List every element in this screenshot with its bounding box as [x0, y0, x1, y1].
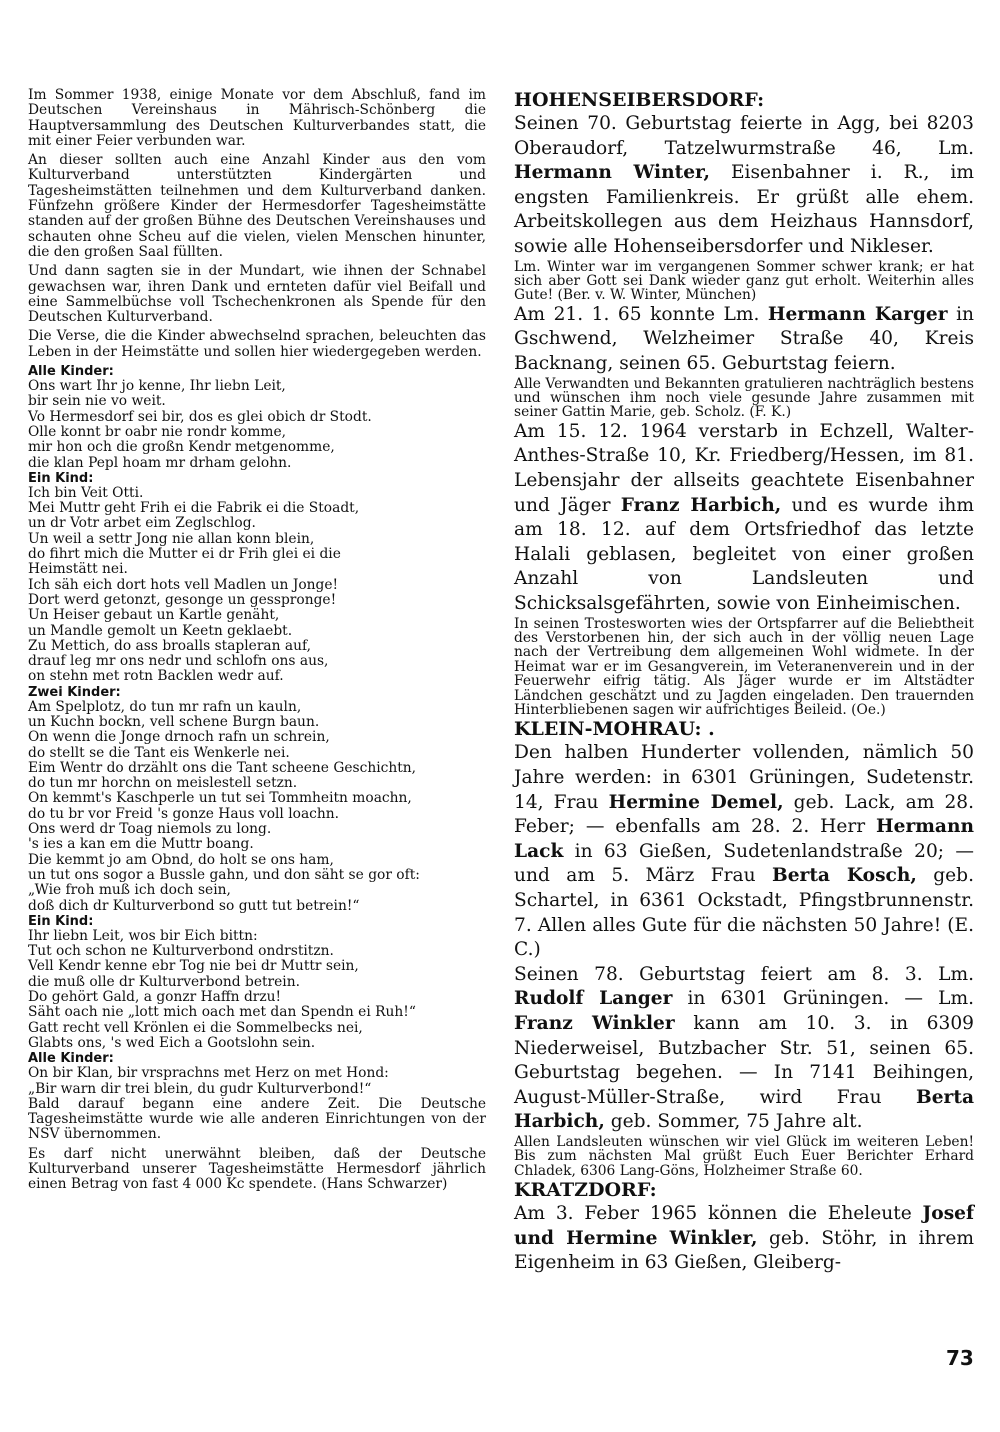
poem-line: Ich säh eich dort hots vell Madlen un Jonge! — [28, 576, 339, 593]
poem-line: „Wie froh muß ich doch sein, — [28, 882, 231, 899]
mundart-poem — [28, 364, 486, 1097]
poem-line: On wenn die Jonge drnoch rafn un schrein, — [28, 729, 330, 746]
poem-line: die muß olle dr Kulturverbond betrein. — [28, 973, 300, 990]
poem-speaker: Ein Kind: — [28, 913, 94, 929]
poem-line: 's ies a kan em die Muttr boang. — [28, 836, 254, 853]
poem-speaker: Zwei Kinder: — [28, 684, 121, 700]
intro-paragraph-1: Im Sommer 1938, einige Monate vor dem Abschluß, fand im Deutschen Vereinshaus in Mährisch-Schönberg die Hauptversammlung des Deutschen Kulturverbandes statt, die mit einer Feier verbunden war. — [28, 87, 486, 149]
person-name: Berta Harbich, — [514, 1086, 974, 1133]
poem-line: Ons wart Ihr jo kenne, Ihr liebn Leit, — [28, 378, 286, 395]
poem-line: Am Spelplotz, do tun mr rafn un kauln, — [28, 698, 302, 715]
poem-line: Die kemmt jo am Obnd, do holt se ons ham, — [28, 851, 334, 868]
poem-line: un Kuchn bockn, vell schene Burgn baun. — [28, 713, 320, 730]
poem-line: doß dich dr Kulturverbond so gutt tut betrein!“ — [28, 897, 360, 914]
poem-line: Un Heiser gebaut un Kartle genäht, — [28, 607, 280, 624]
poem-line: Zu Mettich, do ass broalls stapleran auf, — [28, 637, 312, 654]
poem-line: Ich bin Veit Otti. — [28, 484, 144, 501]
article-harbich-note: In seinen Trostesworten wies der Ortspfarrer auf die Beliebtheit des Verstorbenen hin, der sich auch in der völlig neuen Lage nach der Vertreibung dem allgemeinen Wohl widmete. In der Heimat war er im Gesangverein, im Veteranenverein und in der Feuerwehr eifrig tätig. Als Jäger wurde er im Altstädter Ländchen geschätzt und zu Jagden eingeladen. Den trauernden Hinterbliebenen sagen wir aufrichtiges Beileid. (Oe.) — [514, 615, 974, 718]
left-column — [28, 88, 486, 1197]
poem-line: Mei Muttr geht Frih ei die Fabrik ei die Stoadt, — [28, 500, 360, 517]
poem-line: drauf leg mr ons nedr und schlofn ons aus, — [28, 653, 329, 670]
poem-line: Ihr liebn Leit, wos bir Eich bittn: — [28, 927, 258, 944]
poem-line: Heimstätt nei. — [28, 561, 128, 578]
article-winter-birthday: Seinen 70. Geburtstag feierte in Agg, bei 8203 Oberaudorf, Tatzelwurmstraße 46, Lm. Hermann Winter, Eisenbahner i. R., im engsten Familienkreis. Er grüßt alle ehem. Arbeitskollegen aus dem Heizhaus Hannsdorf, sowie alle Hohenseibersdorfer und Nikleser. — [514, 113, 974, 257]
article-karger-note: Alle Verwandten und Bekannten gratulieren nachträglich bestens und wünschen ihm noch viele gesunde Jahre zusammen mit seiner Gattin Marie, geb. Scholz. (F. K.) — [514, 375, 974, 421]
poem-line: do tun mr horchn on meislestell setzn. — [28, 775, 298, 792]
intro-paragraph-4: Die Verse, die die Kinder abwechselnd sprachen, beleuchten das Leben in der Heimstätte und sollen hier wiedergegeben werden. — [28, 328, 486, 360]
poem-line: un tut ons sogor a Bussle gahn, und don säht se gor oft: — [28, 866, 420, 883]
poem-line: Glabts ons, 's wed Eich a Gootslohn sein. — [28, 1034, 316, 1051]
right-column — [514, 88, 974, 1276]
poem-line: on stehn met rotn Backlen wedr auf. — [28, 668, 284, 685]
section-heading-klein-mohrau: KLEIN-MOHRAU: . — [514, 718, 715, 741]
article-winter-note: Lm. Winter war im vergangenen Sommer schwer krank; er hat sich aber Gott sei Dank wieder ganz gut erholt. Weiterhin alles Gute! (Ber. v. W. Winter, München) — [514, 258, 974, 304]
outro-paragraph-1: Bald darauf begann eine andere Zeit. Die Deutsche Tagesheimstätte wurde wie alle anderen Einrichtungen von der NSV übernommen. — [28, 1095, 486, 1143]
poem-line: Säht oach nie „lott mich oach met dan Spendn ei Ruh!“ — [28, 1004, 416, 1021]
article-winkler-couple: Am 3. Feber 1965 können die Eheleute Josef und Hermine Winkler, geb. Stöhr, in ihrem Eigenheim in 63 Gießen, Gleiberg- — [514, 1203, 974, 1274]
person-name: Hermann Winter, — [514, 162, 710, 184]
poem-line: bir sein nie vo weit. — [28, 393, 166, 410]
poem-line: Un weil a settr Jong nie allan konn blein, — [28, 530, 315, 547]
poem-line: Tut och schon ne Kulturverbond ondrstitzn. — [28, 943, 334, 960]
section-heading-hohenseibersdorf: HOHENSEIBERSDORF: — [514, 89, 765, 111]
poem-line: Do gehört Gald, a gonzr Haffn drzu! — [28, 989, 282, 1006]
intro-paragraph-3: Und dann sagten sie in der Mundart, wie ihnen der Schnabel gewachsen war, ihren Dank und ernteten dafür viel Beifall und eine Sammelbüchse voll Tschechenkronen als Spende für den Deutschen Kulturverband. — [28, 263, 486, 326]
article-more-birthdays: Seinen 78. Geburtstag feiert am 8. 3. Lm. Rudolf Langer in 6301 Grüningen. — Lm. Franz Winkler kann am 10. 3. in 6309 Niederweisel, Butzbacher Str. 51, seinen 65. Geburtstag begehen. — In 7141 Beihingen, August-Müller-Straße, wird Frau Berta Harbich, geb. Sommer, 75 Jahre alt. — [514, 963, 974, 1133]
poem-line: un dr Votr arbet eim Zeglschlog. — [28, 515, 256, 532]
poem-line: Olle konnt br oabr nie rondr komme, — [28, 423, 287, 440]
poem-line: mir hon och die großn Kendr metgenomme, — [28, 439, 335, 456]
section-heading-kratzdorf: KRATZDORF: — [514, 1179, 657, 1202]
person-name: Hermine Demel, — [608, 791, 784, 813]
intro-paragraph-2: An dieser sollten auch eine Anzahl Kinder aus den vom Kulturverband unterstützten Kindergärten und Tagesheimstätten teilnehmen und dem Kulturverband danken. Fünfzehn größere Kinder der Hermesdorfer Tagesheimstätte standen auf der großen Bühne des Deutschen Vereinshauses und schauten ohne Scheu auf die vielen, vielen Menschen hinunter, die den großen Saal füllten. — [28, 152, 486, 260]
poem-speaker: Ein Kind: — [28, 470, 94, 486]
poem-speaker: Alle Kinder: — [28, 1051, 114, 1067]
poem-line: do stellt se die Tant eis Wenkerle nei. — [28, 744, 290, 761]
article-fifty-birthdays: Den halben Hunderter vollenden, nämlich 50 Jahre werden: in 6301 Grüningen, Sudetenstr. 14, Frau Hermine Demel, geb. Lack, am 28. Feber; — ebenfalls am 28. 2. Herr Hermann Lack in 63 Gießen, Sudetenlandstraße 20; — und am 5. März Frau Berta Kosch, geb. Schartel, in 6361 Ockstadt, Pfingstbrunnenstr. 7. Allen alles Gute für die nächsten 50 Jahre! (E. C.) — [514, 742, 975, 961]
person-name: Hermann Lack — [514, 816, 974, 862]
person-name: Hermann Karger — [767, 303, 948, 325]
poem-line: die klan Pepl hoam mr drham gelohn. — [28, 454, 292, 471]
article-harbich-obituary: Am 15. 12. 1964 verstarb in Echzell, Walter-Anthes-Straße 10, Kr. Friedberg/Hessen, im 81. Lebensjahr der allseits geachtete Eisenbahner und Jäger Franz Harbich, und es wurde ihm am 18. 12. auf dem Ortsfriedhof das letzte Halali geblasen, begleitet von einer großen Anzahl von Landsleuten und Schicksalsgefährten, sowie von Einheimischen. — [514, 420, 974, 614]
poem-line: On kemmt's Kaschperle un tut sei Tommheitn moachn, — [28, 790, 412, 807]
poem-line: On bir Klan, bir vrsprachns met Herz on met Hond: — [28, 1065, 389, 1082]
article-klein-mohrau-greeting: Allen Landsleuten wünschen wir viel Glück im weiteren Leben! Bis zum nächsten Mal grüßt Euch Euer Berichter Erhard Chladek, 6306 Lang-Göns, Holzheimer Straße 60. — [514, 1133, 974, 1179]
poem-line: do tu br vor Freid 's gonze Haus voll loachn. — [28, 805, 340, 822]
person-name: Rudolf Langer — [514, 988, 673, 1010]
outro-paragraph-2: Es darf nicht unerwähnt bleiben, daß der Deutsche Kulturverband unserer Tagesheimstätte Hermesdorf jährlich einen Betrag von fast 4 000 Kc spendete. (Hans Schwarzer) — [28, 1145, 486, 1193]
poem-speaker: Alle Kinder: — [28, 364, 114, 380]
article-karger-birthday: Am 21. 1. 65 konnte Lm. Hermann Karger in Gschwend, Welzheimer Straße 40, Kreis Backnang, seinen 65. Geburtstag feiern. — [514, 303, 974, 374]
poem-line: do fihrt mich die Mutter ei dr Frih glei ei die — [28, 546, 341, 563]
page-number: 73 — [946, 1346, 974, 1370]
person-name: Franz Harbich, — [620, 494, 782, 516]
poem-line: Vell Kendr kenne ebr Tog nie bei dr Muttr sein, — [28, 958, 359, 975]
person-name: Josef und Hermine Winkler, — [514, 1203, 974, 1249]
poem-line: Eim Wentr do drzählt ons die Tant scheene Geschichtn, — [28, 759, 417, 776]
poem-line: Vo Hermesdorf sei bir, dos es glei obich dr Stodt. — [28, 408, 372, 425]
poem-line: Ons werd dr Toag niemols zu long. — [28, 821, 272, 838]
poem-line: Gatt recht vell Krönlen ei die Sommelbecks nei, — [28, 1019, 363, 1036]
poem-line: Dort werd getonzt, gesonge un gesspronge! — [28, 591, 337, 608]
poem-line: „Bir warn dir trei blein, du gudr Kulturverbond!“ — [28, 1080, 372, 1097]
person-name: Franz Winkler — [514, 1012, 675, 1034]
poem-line: un Mandle gemolt un Keetn geklaebt. — [28, 622, 293, 639]
person-name: Berta Kosch, — [771, 865, 917, 887]
